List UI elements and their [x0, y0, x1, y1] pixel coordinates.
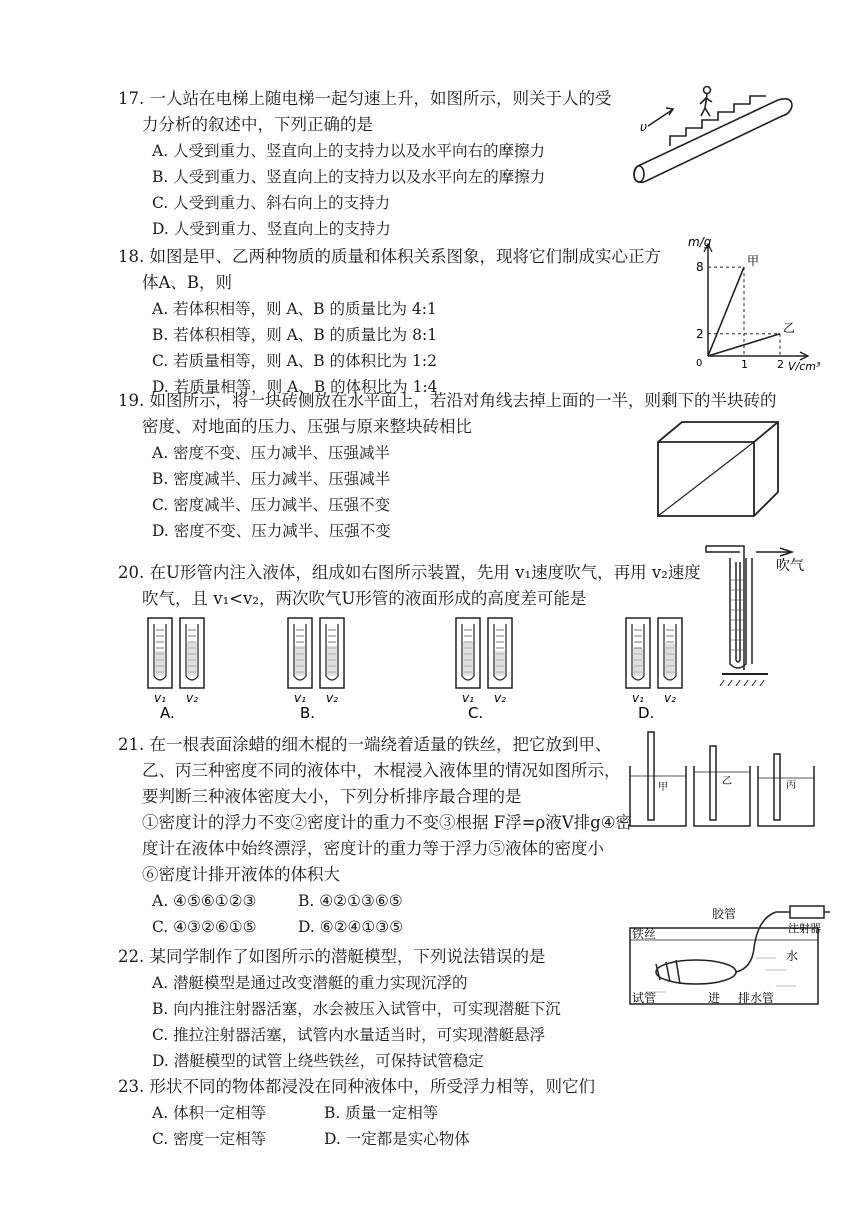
- velocity-label: υ: [640, 120, 647, 134]
- q18-option-c: C. 若质量相等，则 A、B 的体积比为 1:2: [152, 352, 437, 370]
- q17-option-c: C. 人受到重力、斜右向上的支持力: [152, 194, 391, 212]
- v1-label: v₁: [294, 691, 306, 705]
- q18-stem-line2: 体A、B，则: [142, 273, 233, 292]
- q21-option-d: D. ⑥②④①③⑤: [298, 918, 404, 936]
- liquid-column: [187, 641, 197, 676]
- fig-label-syringe: 注射器: [788, 922, 821, 935]
- question-18: [118, 244, 661, 270]
- q21-stem-line4-wrap: [142, 810, 632, 836]
- q21-stem-line3-wrap: [142, 784, 522, 810]
- q22-option-a: A. 潜艇模型是通过改变潜艇的重力实现沉浮的: [152, 974, 468, 992]
- q20-option-figure-c: [450, 614, 530, 720]
- series-label-2: 乙: [783, 320, 796, 335]
- utube-apparatus: [700, 540, 820, 688]
- q19-stem-line2: 密度、对地面的压力、压强与原来整块砖相比: [142, 417, 472, 436]
- liquid-column: [155, 651, 165, 676]
- q21-stem-line3: 要判断三种液体密度大小，下列分析排序最合理的是: [142, 787, 522, 806]
- q21-option-a: A. ④⑤⑥①②③: [152, 892, 257, 910]
- q20-option-letter: C.: [468, 704, 484, 720]
- brick-figure: [652, 414, 784, 524]
- q20-stem-line2: 吹气，且 v₁<v₂，两次吹气U形管的液面形成的高度差可能是: [142, 589, 587, 608]
- q17-stem-line2: 力分析的叙述中，下列正确的是: [142, 115, 373, 134]
- x-tick-label-1: 1: [741, 358, 748, 371]
- question-23: [118, 1074, 595, 1100]
- q23-option-b: B. 质量一定相等: [324, 1104, 439, 1122]
- q17-option-a: A. 人受到重力、竖直向上的支持力以及水平向右的摩擦力: [152, 142, 546, 160]
- q20-option-figure-d: [620, 614, 700, 720]
- hydrometer-beakers-figure: [624, 728, 824, 832]
- q21-option-c: C. ④③②⑥①⑤: [152, 918, 257, 936]
- q19-option-d: D. 密度不变、压力减半、压强不变: [152, 522, 391, 540]
- fig-label-outlet: 排水管: [738, 991, 775, 1005]
- beaker-label-bing: 丙: [786, 780, 796, 791]
- q17-option-d: D. 人受到重力、竖直向上的支持力: [152, 220, 391, 238]
- liquid-column: [463, 641, 473, 676]
- q22-option-b: B. 向内推注射器活塞，水会被压入试管中，可实现潜艇下沉: [152, 1000, 561, 1018]
- fig-label-testtube: 试管: [632, 991, 657, 1005]
- q23-option-c: C. 密度一定相等: [152, 1130, 267, 1148]
- question-21: [118, 732, 612, 758]
- escalator-figure: [630, 78, 800, 190]
- y-tick-label-2: 8: [696, 260, 704, 275]
- liquid-column: [327, 646, 337, 676]
- q21-option-b: B. ④②①③⑥⑤: [298, 892, 403, 910]
- v1-label: v₁: [154, 691, 166, 705]
- mass-volume-chart: [682, 236, 824, 372]
- beaker-label-yi: 乙: [722, 776, 732, 787]
- v1-label: v₁: [462, 691, 474, 705]
- q21-stem-line6: ⑥密度计排开液体的体积大: [142, 865, 340, 884]
- y-axis-label: m/g: [688, 236, 712, 249]
- q20-option-letter: B.: [300, 704, 316, 720]
- q21-stem-line6-wrap: [142, 862, 340, 888]
- question-20: [118, 560, 701, 586]
- q19-option-c: C. 密度减半、压力减半、压强不变: [152, 496, 391, 514]
- v2-label: v₂: [494, 691, 506, 705]
- q22-option-c: C. 推拉注射器活塞，试管内水量适当时，可实现潜艇悬浮: [152, 1026, 546, 1044]
- q20-option-letter: D.: [638, 704, 655, 720]
- q23-option-a: A. 体积一定相等: [152, 1104, 267, 1122]
- q18-stem-line2-wrap: [142, 270, 232, 296]
- q19-stem-line1: 19. 如图所示，将一块砖侧放在水平面上，若沿对角线去掉上面的一半，则剩下的半块砖的: [118, 391, 777, 410]
- q19-option-b: B. 密度减半、压力减半、压强减半: [152, 470, 391, 488]
- submarine-model-figure: [626, 898, 830, 1008]
- beaker-label-jia: 甲: [658, 782, 668, 793]
- question-19: [118, 388, 777, 414]
- q21-stem-line2: 乙、丙三种密度不同的液体中，木棍浸入液体里的情况如图所示，: [142, 761, 621, 780]
- fig-label-tube: 胶管: [712, 907, 737, 921]
- blow-label: 吹气: [776, 558, 804, 574]
- v2-label: v₂: [326, 691, 338, 705]
- q21-stem-line5: 度计在液体中始终漂浮，密度计的重力等于浮力⑤液体的密度小: [142, 839, 604, 858]
- liquid-column: [665, 644, 675, 677]
- q20-stem-line2-wrap: [142, 586, 586, 612]
- series-label-1: 甲: [747, 254, 760, 269]
- v2-label: v₂: [186, 691, 198, 705]
- q18-stem-line1: 18. 如图是甲、乙两种物质的质量和体积关系图象，现将它们制成实心正方: [118, 247, 661, 266]
- q21-stem-line2-wrap: [142, 758, 621, 784]
- v1-label: v₁: [632, 691, 644, 705]
- liquid-column: [633, 649, 643, 677]
- x-axis-label: V/cm³: [788, 360, 821, 372]
- q21-stem-line4: ①密度计的浮力不变②密度计的重力不变③根据 F浮=ρ液V排g④密: [142, 813, 632, 832]
- q22-stem: 22. 某同学制作了如图所示的潜艇模型，下列说法错误的是: [118, 947, 546, 966]
- q22-option-d: D. 潜艇模型的试管上绕些铁丝，可保持试管稳定: [152, 1052, 484, 1070]
- q21-stem-line1: 21. 在一根表面涂蜡的细木棍的一端绕着适量的铁丝，把它放到甲、: [118, 735, 612, 754]
- q20-stem-line1: 20. 在U形管内注入液体，组成如右图所示装置，先用 v₁速度吹气，再用 v₂速度: [118, 563, 701, 582]
- liquid-column: [495, 651, 505, 676]
- q17-option-b: B. 人受到重力、竖直向上的支持力以及水平向左的摩擦力: [152, 168, 546, 186]
- fig-label-inlet: 进: [708, 991, 721, 1005]
- x-tick-label-2: 2: [777, 358, 784, 371]
- y-tick-label-1: 2: [696, 326, 704, 341]
- q18-option-d: D. 若质量相等，则 A、B 的体积比为 1:4: [152, 378, 438, 396]
- q21-stem-line5-wrap: [142, 836, 604, 862]
- series-line-1: [708, 267, 744, 356]
- q17-stem-line1: 17. 一人站在电梯上随电梯一起匀速上升，如图所示，则关于人的受: [118, 89, 612, 108]
- q17-stem-line2-wrap: [142, 112, 373, 138]
- q20-option-figure-a: [142, 614, 222, 720]
- question-17: [118, 86, 612, 112]
- q23-stem: 23. 形状不同的物体都浸没在同种液体中，所受浮力相等，则它们: [118, 1077, 595, 1096]
- question-22: [118, 944, 546, 970]
- origin-label: 0: [696, 358, 703, 369]
- fig-label-wire: 铁丝: [632, 927, 657, 941]
- q18-option-a: A. 若体积相等，则 A、B 的质量比为 4:1: [152, 300, 437, 318]
- q20-option-figure-b: [282, 614, 362, 720]
- q19-option-a: A. 密度不变、压力减半、压强减半: [152, 444, 391, 462]
- fig-label-water: 水: [786, 949, 799, 963]
- liquid-column: [295, 646, 305, 676]
- q20-option-letter: A.: [160, 704, 175, 720]
- q23-option-d: D. 一定都是实心物体: [324, 1130, 470, 1148]
- v2-label: v₂: [664, 691, 676, 705]
- q19-stem-line2-wrap: [142, 414, 472, 440]
- q18-option-b: B. 若体积相等，则 A、B 的质量比为 8:1: [152, 326, 438, 344]
